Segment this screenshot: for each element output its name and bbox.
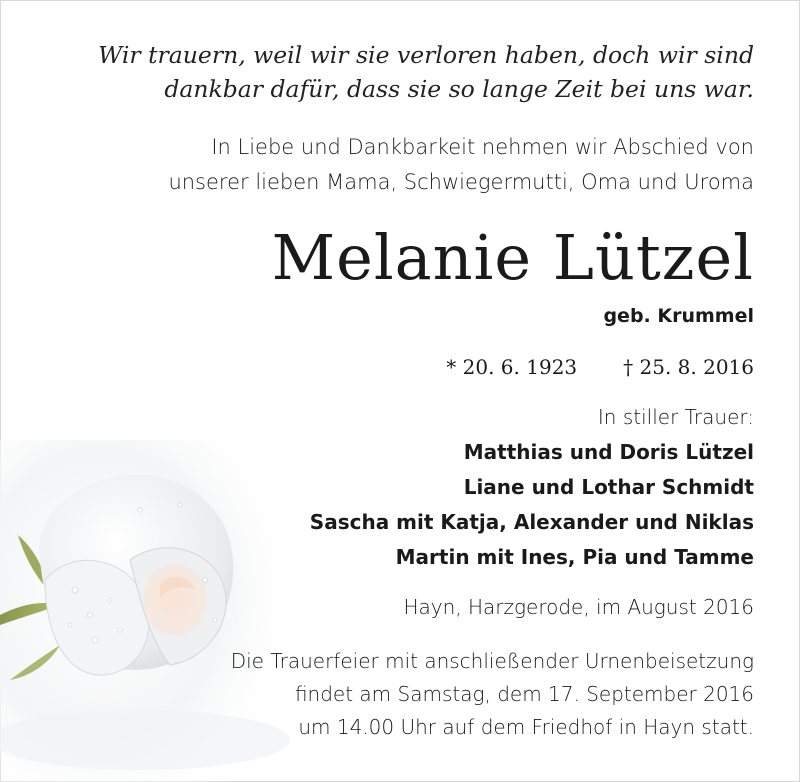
ceremony-info [231,645,754,744]
ceremony-line: findet am Samstag, dem 17. September 2016 [294,682,754,706]
ceremony-line: um 14.00 Uhr auf dem Friedhof in Hayn statt. [298,715,754,739]
death-date: † 25. 8. 2016 [623,355,754,379]
mourner-family: Sascha mit Katja, Alexander und Niklas [309,510,754,534]
life-dates [446,350,754,384]
deceased-name: Melanie Lützel [271,221,754,294]
mourner-family: Matthias und Doris Lützel [463,440,754,464]
ceremony-line: Die Trauerfeier mit anschließender Urnenbeisetzung [230,649,754,673]
maiden-name: geb. Krummel [603,305,754,327]
mourner-family: Martin mit Ines, Pia und Tamme [395,545,754,569]
place-date: Hayn, Harzgerode, im August 2016 [403,595,754,619]
intro-text [168,130,754,200]
mourners-label: In stiller Trauer: [597,405,754,429]
birth-date: * 20. 6. 1923 [446,355,578,379]
intro-line: In Liebe und Dankbarkeit nehmen wir Abschied von [211,135,754,159]
intro-line: unserer lieben Mama, Schwiegermutti, Oma und Uroma [168,170,754,194]
quote-line: Wir trauern, weil wir sie verloren haben, doch wir sind [98,41,754,69]
quote-line: dankbar dafür, dass sie so lange Zeit bei uns war. [164,75,754,103]
mourners [310,400,754,575]
mourner-family: Liane und Lothar Schmidt [463,475,754,499]
quote [98,38,754,106]
